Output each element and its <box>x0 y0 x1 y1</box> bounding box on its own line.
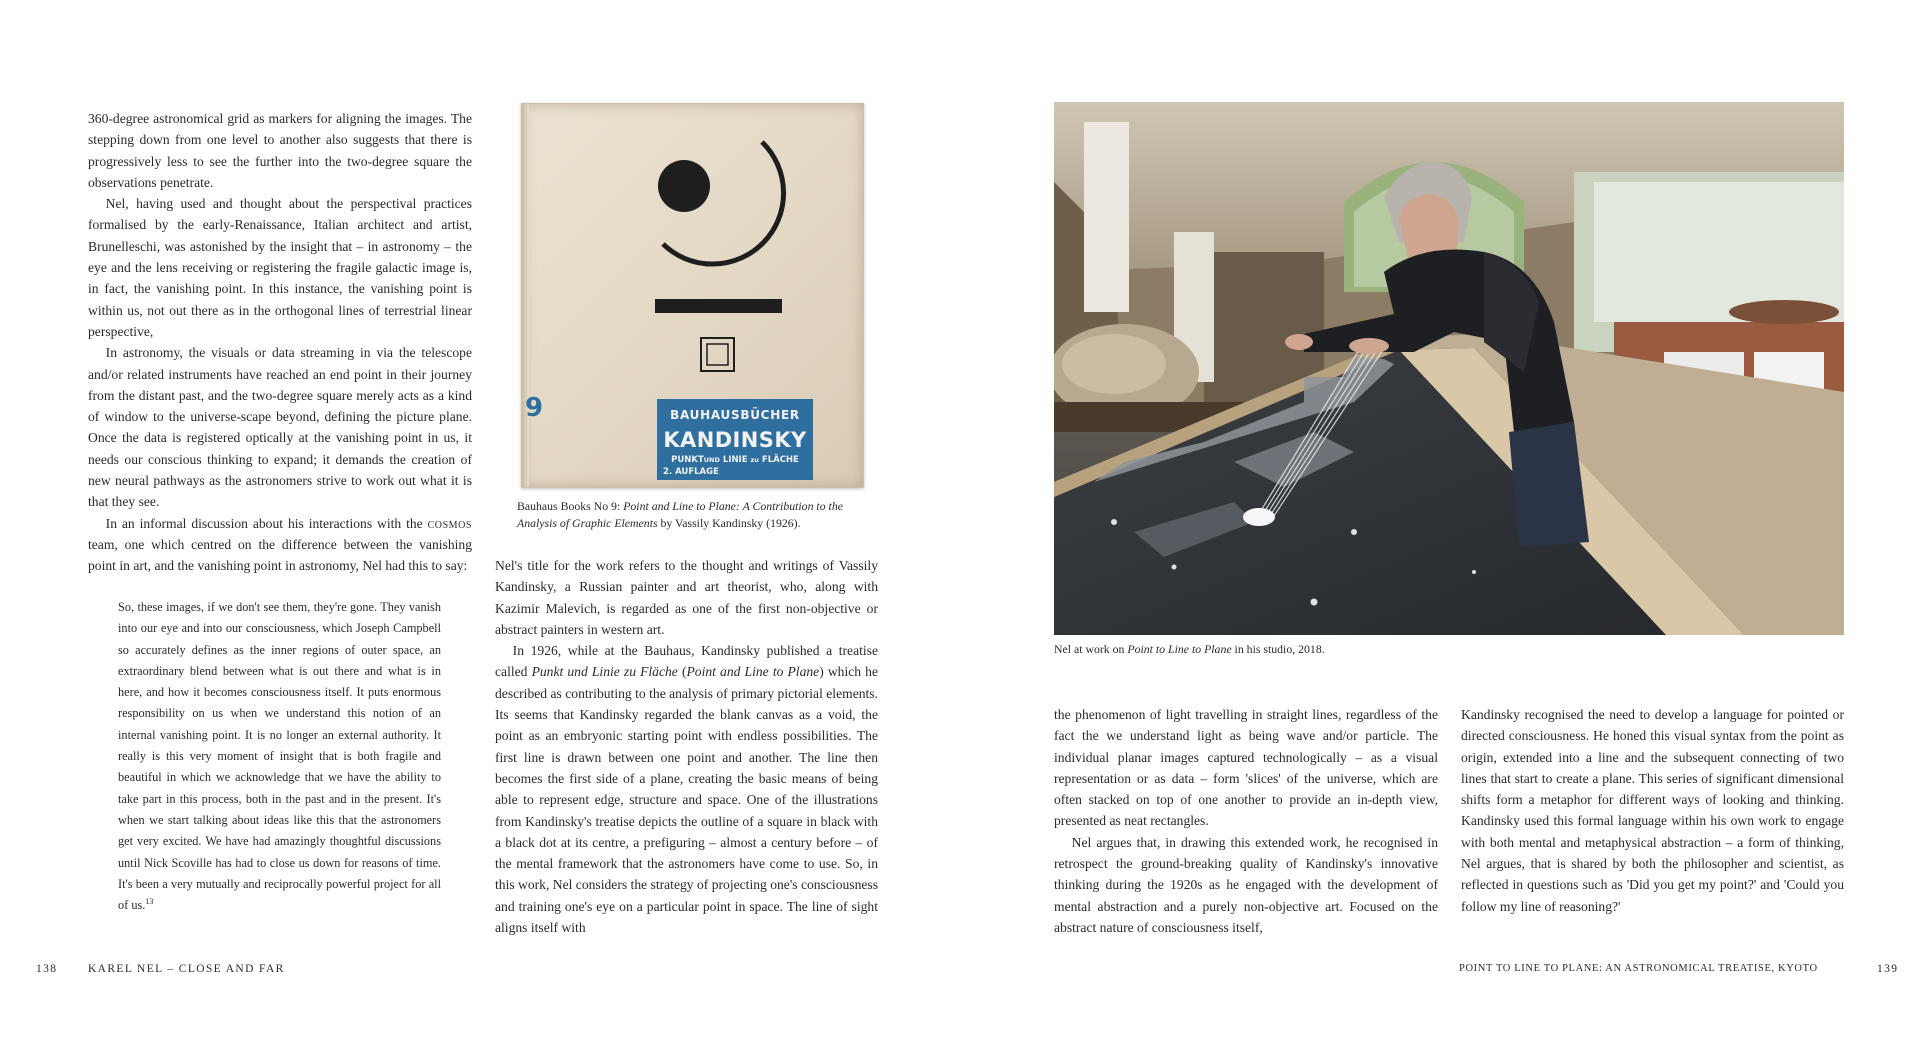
cover-square-outer-shape <box>701 338 734 371</box>
studio-photo <box>1054 102 1844 635</box>
bauhaus-book-cover-image <box>521 103 864 488</box>
cover-series-title: BAUHAUSBÜCHER <box>670 408 800 422</box>
caption-run: Nel at work on <box>1054 642 1128 656</box>
cover-subtitle-word: zu <box>750 456 759 464</box>
cover-title-block <box>657 399 813 480</box>
cover-caption <box>517 498 867 532</box>
italic-title: Punkt und Linie zu Fläche <box>531 664 678 680</box>
cover-subtitle <box>657 455 813 465</box>
cosmos-term: cosmos <box>427 515 472 531</box>
page-number-right: 139 <box>1877 963 1899 975</box>
text-run: ) which he described as contributing to the analysis of primary pictorial elements. Its seems that Kandinsky regarded the blank canvas as a void, the point as an embryonic starting point with endless possibilities. The first line is drawn between one point and another. The line then becomes the first side of a plane, creating the basic means of being able to represent edge, structure and space. One of the illustrations from Kandinsky's treatise depicts the outline of a square in black with a black dot at its centre, a prefiguring – almost a century before – of the mental framework that the astronomers have come to use. So, in this work, Nel considers the strategy of projecting one's consciousness and training one's eye on a particular point in space. The line of sight aligns itself with <box>495 664 878 936</box>
italic-title: Point and Line to Plane <box>686 664 820 680</box>
page-number-left: 138 <box>36 963 58 975</box>
studio-photo-illustration <box>1054 102 1844 635</box>
cover-edition: 2. AUFLAGE <box>663 467 719 477</box>
cover-subtitle-word: LINIE <box>722 455 748 465</box>
caption-run: Bauhaus Books No 9: <box>517 499 624 513</box>
caption-run: in his studio, 2018. <box>1231 642 1325 656</box>
caption-run: by Vassily Kandinsky (1926). <box>657 516 801 530</box>
cover-author: KANDINSKY <box>663 428 807 452</box>
paragraph: the phenomenon of light travelling in straight lines, regardless of the fact the we understand light as being wave and/or particle. The individual planar images captured technologically – as a visual representation or as data – form 'slices' of the universe, which are often stacked on top of one another to provide an in-depth view, presented as neat rectangles. <box>1054 707 1438 829</box>
cover-number: 9 <box>525 393 544 423</box>
footnote-ref: 13 <box>145 897 154 907</box>
cover-subtitle-word: UND <box>703 456 720 464</box>
text-run: ( <box>677 664 687 680</box>
paragraph: Nel, having used and thought about the perspectival practices formalised by the early-Renaissance, Italian architect and artist, Brunelleschi, was astonished by the insight that – in astronomy – the eye and the lens receiving or registering the fragile galactic image is, in fact, the vanishing point. In this instance, the vanishing point is within us, not out there as in the orthogonal lines of terrestrial linear perspective, <box>88 196 472 339</box>
paragraph: 360-degree astronomical grid as markers for aligning the images. The stepping down from one level to another also suggests that there is progressively less to see the further into the two-degree square the observations penetrate. <box>88 111 472 190</box>
left-column-1 <box>88 108 472 577</box>
paragraph: In astronomy, the visuals or data streaming in via the telescope and/or related instruments have reached an end point in their journey from the distant past, and the two-degree square merely acts as a kind of window to the universe-scape beyond, defining the picture plane. Once the data is registered optically at the vanishing point in us, it needs our conscious thinking to expand; it demands the creation of new neural pathways as the astronomers strive to work out what it is that they see. <box>88 345 472 510</box>
right-column-2 <box>1461 704 1844 917</box>
paragraph: Nel's title for the work refers to the thought and writings of Vassily Kandinsky, a Russian painter and art theorist, who, along with Kazimir Malevich, is regarded as one of the first non-objective or abstract painters in western art. <box>495 558 878 637</box>
left-column-2 <box>495 555 878 938</box>
cover-dot-shape <box>658 160 710 212</box>
cover-subtitle-word: PUNKT <box>671 455 704 465</box>
text-run: team, one which centred on the difference between the vanishing point in art, and the vanishing point in astronomy, Nel had this to say: <box>88 536 472 574</box>
block-quote <box>118 597 441 916</box>
paragraph <box>495 640 878 938</box>
cover-square-inner-shape <box>707 344 728 365</box>
paragraph: Nel argues that, in drawing this extended work, he recognised in retrospect the ground-breaking quality of Kandinsky's innovative thinking during the 1920s as he engaged with the development of mental abstraction and a purely non-objective art. Focused on the abstract nature of consciousness itself, <box>1054 834 1438 935</box>
caption-italic: Point to Line to Plane <box>1127 642 1232 656</box>
caption-italic: Point and Line to Plane: A Contribution to the Analysis of Graphic Elements <box>517 499 843 530</box>
paragraph: Kandinsky recognised the need to develop a language for pointed or directed consciousness. He honed this visual syntax from the point as origin, extended into a line and the subsequent connecting of two lines that start to create a plane. This series of significant dimensional shifts form a metaphor for different ways of looking and thinking. Kandinsky used this formal language within his own work to engage with both mental and metaphysical abstraction – a form of thinking, Nel argues, that is shared by both the philosopher and scientist, as reflected in questions such as 'Did you get my point?' and 'Could you follow my line of reasoning?' <box>1461 707 1844 914</box>
quote-text <box>118 597 441 916</box>
running-head-right: POINT TO LINE TO PLANE: AN ASTRONOMICAL TREATISE, KYOTO <box>1459 963 1818 974</box>
running-head-left: KAREL NEL – CLOSE AND FAR <box>88 963 285 975</box>
paragraph <box>88 513 472 577</box>
cover-subtitle-word: FLÄCHE <box>761 455 799 465</box>
right-column-1 <box>1054 704 1438 938</box>
cover-bar-shape <box>655 299 782 313</box>
text-run: In an informal discussion about his interactions with the <box>105 515 423 531</box>
photo-caption <box>1054 641 1554 658</box>
quote-body: So, these images, if we don't see them, they're gone. They vanish into our eye and into our consciousness, which Joseph Campbell so accurately defines as the inner regions of outer space, an extraordinary blend between what is out there and what is in here, and how it becomes consciousness itself. It puts enormous responsibility on us when we understand this notion of an internal vanishing point. It is no longer an external authority. It really is this very moment of insight that is both fragile and beautiful in which we acknowledge that we have the ability to take part in this process, both in the past and in the present. It's when we start talking about ideas like this that the astronomers get very excited. We have had amazingly thoughtful discussions until Nick Scoville has had to close us down for reasons of time. It's been a very mutually and reciprocally powerful project for all of us. <box>118 600 441 913</box>
text-run: In 1926, while at the Bauhaus, Kandinsky published a treatise called <box>495 643 878 680</box>
